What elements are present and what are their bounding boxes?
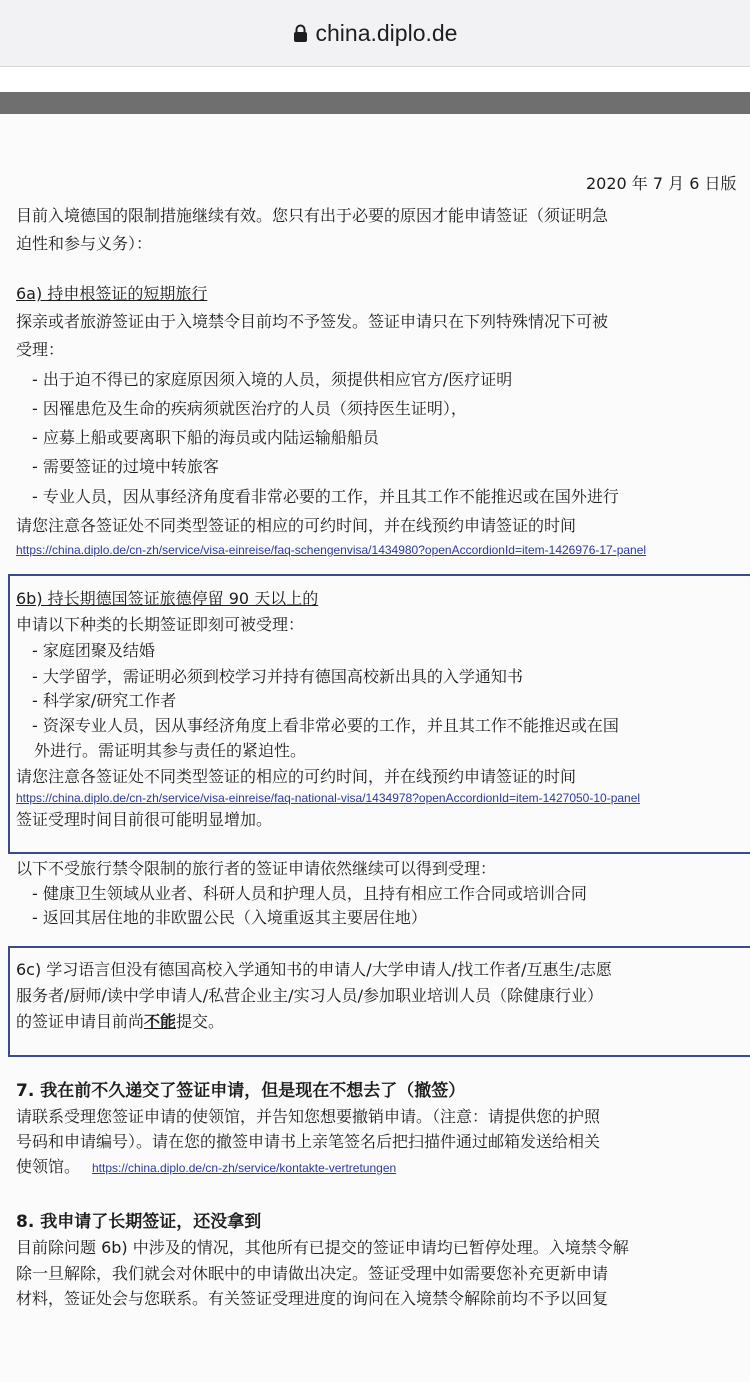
url-display[interactable]: [293, 20, 458, 47]
document-top-bar: [0, 92, 750, 114]
not-emphasis: 不能: [144, 1012, 177, 1031]
question-8-heading: 8. 我申请了长期签证，还没拿到: [16, 1212, 262, 1232]
section-6b-item: - 大学留学，需证明必须到校学习并持有德国高校新出具的入学通知书: [32, 667, 523, 686]
section-6a-item: - 因罹患危及生命的疾病须就医治疗的人员（须持医生证明），: [32, 399, 467, 418]
section-6b-extra: 签证受理时间目前很可能明显增加。: [16, 810, 273, 829]
section-6b-heading: 6b) 持长期德国签证旅德停留 90 天以上的: [16, 589, 319, 608]
section-6a-para-2: 受理：: [16, 340, 65, 359]
section-6c-line-1: 6c) 学习语言但没有德国高校入学通知书的申请人/大学申请人/找工作者/互惠生/志愿: [16, 960, 612, 979]
section-6a-heading: 6a) 持申根签证的短期旅行: [16, 284, 208, 303]
section-6b-note: 请您注意各签证处不同类型签证的相应的可约时间，并在线预约申请签证的时间: [16, 767, 577, 786]
section-6b-para: 申请以下种类的长期签证即刻可被受理：: [16, 615, 305, 634]
section-6a-note: 请您注意各签证处不同类型签证的相应的可约时间，并在线预约申请签证的时间: [16, 516, 577, 535]
url-text: china.diplo.de: [315, 19, 458, 46]
intro-line-2: 迫性和参与义务）：: [16, 234, 153, 253]
question-7-line-3: 使领馆。: [16, 1157, 81, 1176]
section-6b-link[interactable]: https://china.diplo.de/cn-zh/service/visa-einreise/faq-national-visa/1434978?openAccordionId=item-1427050-10-panel: [16, 791, 641, 805]
section-6c-line-2: 服务者/厨师/读中学申请人/私营企业主/实习人员/参加职业培训人员（除健康行业）: [16, 986, 603, 1005]
question-7-line: 请联系受理您签证申请的使领馆，并告知您想要撤销申请。（注意：请提供您的护照: [16, 1107, 601, 1126]
question-7-heading: 7. 我在前不久递交了签证申请，但是现在不想去了（撤签）: [16, 1081, 466, 1101]
section-6b-item-cont: 外进行。需证明其参与责任的紧迫性。: [34, 741, 307, 760]
section-6a-item: - 应募上船或要离职下船的海员或内陆运输船船员: [32, 428, 379, 447]
lock-icon: [293, 24, 308, 42]
section-6a-item: - 出于迫不得已的家庭原因须入境的人员，须提供相应官方/医疗证明: [32, 370, 513, 389]
section-6a-para-1: 探亲或者旅游签证由于入境禁令目前均不予签发。签证申请只在下列特殊情况下可被: [16, 312, 609, 331]
exempt-item: - 返回其居住地的非欧盟公民（入境重返其主要居住地）: [32, 908, 427, 927]
question-8-line: 除一旦解除，我们就会对休眠中的申请做出决定。签证受理中如需要您补充更新申请: [16, 1264, 609, 1283]
section-6c-line-3: 的签证申请目前尚不能提交。: [16, 1012, 225, 1031]
question-7-line: 号码和申请编号）。请在您的撤签申请书上亲笔签名后把扫描件通过邮箱发送给相关: [16, 1132, 601, 1151]
section-6b-item: - 家庭团聚及结婚: [32, 641, 155, 660]
browser-address-bar[interactable]: [0, 0, 750, 67]
contacts-link[interactable]: https://china.diplo.de/cn-zh/service/kontakte-vertretungen: [92, 1161, 397, 1175]
section-6b-item: - 科学家/研究工作者: [32, 691, 177, 710]
exempt-para: 以下不受旅行禁令限制的旅行者的签证申请依然继续可以得到受理：: [16, 859, 497, 878]
section-6a-link[interactable]: https://china.diplo.de/cn-zh/service/visa-einreise/faq-schengenvisa/1434980?openAccordionId=item-1426976-17-panel: [16, 543, 647, 557]
exempt-item: - 健康卫生领域从业者、科研人员和护理人员，且持有相应工作合同或培训合同: [32, 884, 587, 903]
section-6b-item: - 资深专业人员，因从事经济角度上看非常必要的工作，并且其工作不能推迟或在国: [32, 716, 619, 735]
document-date: 2020 年 7 月 6 日版: [586, 174, 737, 193]
section-6a-item: - 专业人员，因从事经济角度看非常必要的工作，并且其工作不能推迟或在国外进行: [32, 487, 619, 506]
question-8-line: 材料，签证处会与您联系。有关签证受理进度的询问在入境禁令解除前均不予以回复: [16, 1289, 609, 1308]
intro-line-1: 目前入境德国的限制措施继续有效。您只有出于必要的原因才能申请签证（须证明急: [16, 206, 609, 225]
section-6a-item: - 需要签证的过境中转旅客: [32, 457, 219, 476]
question-8-line: 目前除问题 6b) 中涉及的情况，其他所有已提交的签证申请均已暂停处理。入境禁令解: [16, 1238, 629, 1257]
document-page: [0, 114, 750, 1382]
